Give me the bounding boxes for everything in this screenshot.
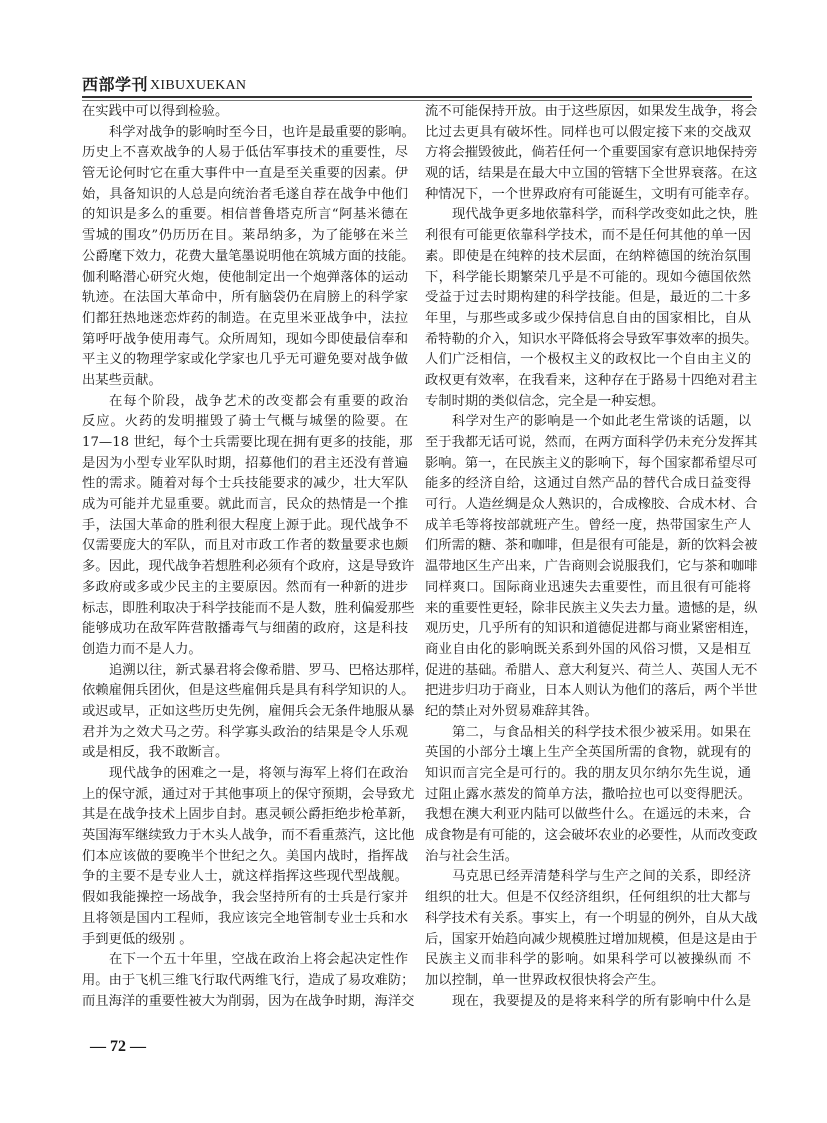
text-line: 们本应该做的要晚半个世纪之久。美国内战时，指挥战	[82, 848, 408, 864]
journal-title-en: XIBUXUEKAN	[150, 78, 247, 93]
text-line: 民族主义而非科学的影响。如果科学可以被操纵而 不	[425, 952, 751, 968]
text-line: 或迟或早，正如这些历史先例，雇佣兵会无条件地服从暴	[82, 703, 415, 719]
text-line: 们都狂热地迷恋炸药的制造。在克里米亚战争中，法拉	[82, 310, 408, 326]
left-text-column	[82, 102, 429, 1012]
text-line: 比过去更具有破坏性。同样也可以假定接下来的交战双	[425, 124, 751, 140]
text-line: 知识而言完全是可行的。我的朋友贝尔纳尔先生说，通	[425, 766, 751, 781]
text-line: 至于我都无话可说，然而，在两方面科学仍未充分发挥其	[425, 435, 758, 450]
text-line: 人们广泛相信，一个极权主义的政权比一个自由主义的	[425, 352, 751, 368]
text-line: 是因为小型专业军队时期，招募他们的君主还没有普遍	[82, 455, 408, 471]
text-line: 依赖雇佣兵团伙，但是这些雇佣兵是具有科学知识的人。	[82, 683, 415, 699]
text-line: 受益于过去时期构建的科学技能。但是，最近的二十多	[425, 290, 751, 306]
text-line: 现代战争的困难之一是，将领与海军上将们在政治	[109, 766, 408, 781]
text-line: 争的主要不是专业人士，就这样指挥这些现代型战舰。	[82, 869, 408, 885]
text-line: 政权更有效率，在我看来，这种存在于路易十四绝对君主	[425, 372, 758, 388]
text-line: 在每个阶段，战争艺术的改变都会有重要的政治	[109, 393, 408, 409]
text-line: 创造力而不是人力。	[82, 641, 202, 657]
text-line: 第呼吁战争使用毒气。众所周知，现如今即使最信奉和	[82, 331, 408, 347]
text-line: 成羊毛等将按部就班产生。曾经一度，热带国家生产人	[425, 517, 751, 533]
header-rule-thin	[82, 100, 752, 101]
text-line: 第二，与食品相关的科学技术很少被采用。如果在	[452, 724, 751, 740]
text-line: 加以控制，单一世界政权很快将会产生。	[425, 972, 665, 988]
text-line: 现在，我要提及的是将来科学的所有影响中什么是	[452, 993, 751, 1009]
text-line: 纪的禁止对外贸易难辞其咎。	[425, 703, 598, 719]
text-line: 影响。第一，在民族主义的影响下，每个国家都希望尽可	[425, 455, 758, 471]
journal-title-cn: 西部学刊	[82, 75, 149, 94]
text-line: 成为可能并尤显重要。就此而言，民众的热情是一个推	[82, 497, 408, 513]
text-line: 方将会摧毁彼此，倘若任何一个重要国家有意识地保持旁	[425, 145, 758, 161]
text-line: 现代战争更多地依靠科学，而科学改变如此之快，胜	[452, 207, 758, 223]
text-line: 其是在战争技术上固步自封。惠灵顿公爵拒绝步枪革新，	[82, 807, 415, 823]
text-line: 反应。火药的发明摧毁了骑士气概与城堡的险要。在	[82, 414, 408, 430]
text-line: 年里，与那些或多或少保持信息自由的国家相比，自从	[425, 310, 751, 326]
text-line: 可行。人造丝绸是众人熟识的，合成橡胶、合成木材、合	[425, 497, 758, 513]
text-line: 平主义的物理学家或化学家也几乎无可避免要对战争做	[82, 352, 408, 368]
text-line: 过阻止露水蒸发的简单方法，撒哈拉也可以变得肥沃。	[425, 786, 751, 802]
text-line: 英国的小部分土壤上生产全英国所需的食物，就现有的	[425, 745, 751, 761]
text-line: 同样爽口。国际商业迅速失去重要性，而且很有可能将	[425, 579, 751, 595]
text-line: 观历史，几乎所有的知识和道德促进都与商业紧密相连，	[425, 621, 758, 637]
text-line: 性的需求。随着对每个士兵技能要求的减少，壮大军队	[82, 476, 408, 492]
text-line: 多政府或多或少民主的主要原因。然而有一种新的进步	[82, 579, 408, 595]
text-line: 科学对生产的影响是一个如此老生常谈的话题，以	[452, 414, 751, 430]
text-line: 下，科学能长期繁荣几乎是不可能的。现如今德国依然	[425, 269, 751, 285]
text-line: 标志，即胜利取决于科学技能而不是人数，胜利偏爱那些	[82, 600, 415, 616]
text-line: 我想在澳大利亚内陆可以做些什么。在遥远的未来，合	[425, 807, 751, 823]
text-line: 科学技术有关系。事实上，有一个明显的例外，自从大战	[425, 910, 758, 926]
text-line: 科学对战争的影响时至今日，也许是最重要的影响。	[109, 124, 415, 140]
text-line: 利很有可能更依靠科学技术，而不是任何其他的单一因	[425, 228, 751, 244]
text-line: 商业自由化的影响既关系到外国的风俗习惯，又是相互	[425, 641, 751, 657]
text-line: 专制时期的类似信念，完全是一种妄想。	[425, 393, 665, 409]
text-line: 管无论何时它在重大事件中一直是至关重要的因素。伊	[82, 166, 408, 182]
text-line: 治与社会生活。	[425, 848, 519, 864]
text-line: 英国海军继续致力于木头人战争，而不看重蒸汽，这比他	[82, 828, 415, 844]
text-line: 后，国家开始趋向减少规模胜过增加规模，但是这是由于	[425, 931, 758, 947]
text-line: 上的保守派，通过对于其他事项上的保守预期，会导致尤	[82, 786, 415, 802]
text-line: 的知识是多么的重要。相信普鲁塔克所言“阿基米德在	[82, 207, 408, 223]
text-line: 17—18 世纪，每个士兵需要比现在拥有更多的技能，那	[82, 435, 413, 450]
text-line: 多。因此，现代战争若想胜利必须有个政府，这是导致许	[82, 559, 415, 575]
text-line: 在实践中可以得到检验。	[82, 104, 229, 119]
text-line: 雪城的围攻”仍历历在目。莱昂纳多，为了能够在米兰	[82, 228, 408, 244]
text-line: 促进的基础。希腊人、意大利复兴、荷兰人、英国人无不	[425, 662, 758, 678]
page-number: — 72 —	[90, 1038, 146, 1055]
text-line: 手，法国大革命的胜利很大程度上源于此。现代战争不	[82, 517, 408, 533]
header-rule	[82, 96, 752, 98]
text-line: 在下一个五十年里，空战在政治上将会起决定性作	[109, 952, 408, 968]
text-line: 假如我能操控一场战争，我会坚持所有的士兵是行家并	[82, 890, 408, 906]
text-line: 种情况下，一个世界政府有可能诞生，文明有可能幸存。	[425, 186, 758, 202]
running-header	[82, 75, 752, 95]
text-line: 能多的经济自给，这通过自然产品的替代合成日益变得	[425, 476, 751, 492]
text-line: 追溯以往，新式暴君将会像希腊、罗马、巴格达那样，	[109, 662, 429, 678]
text-line: 观的话，结果是在最大中立国的管辖下全世界衰落。在这	[425, 166, 758, 182]
text-line: 轨迹。在法国大革命中，所有脑袋仍在肩膀上的科学家	[82, 290, 408, 306]
text-line: 来的重要性更轻，除非民族主义失去力量。遗憾的是，纵	[425, 600, 758, 616]
text-line: 公爵麾下效力，花费大量笔墨说明他在筑城方面的技能。	[82, 248, 415, 264]
text-line: 希特勒的介入，知识水平降低将会导致军事效率的损失。	[425, 331, 758, 347]
text-line: 伽利略潜心研究火炮，使他制定出一个炮弹落体的运动	[82, 269, 408, 285]
text-line: 成食物是有可能的，这会破坏农业的必要性，从而改变政	[425, 828, 758, 844]
text-line: 素。即使是在纯粹的技术层面，在纳粹德国的统治氛围	[425, 248, 751, 264]
text-line: 能够成功在敌军阵营散播毒气与细菌的政府，这是科技	[82, 621, 408, 637]
text-line: 而且海洋的重要性被大为削弱，因为在战争时期，海洋交	[82, 993, 415, 1009]
text-line: 或是相反，我不敢断言。	[82, 745, 229, 761]
right-text-column	[425, 102, 758, 1012]
text-line: 们所需的糖、茶和咖啡，但是很有可能是，新的饮料会被	[425, 538, 758, 554]
text-line: 历史上不喜欢战争的人易于低估军事技术的重要性，尽	[82, 145, 408, 161]
text-line: 流不可能保持开放。由于这些原因，如果发生战争，将会	[425, 104, 758, 119]
text-line: 始，具备知识的人总是向统治者毛遂自荐在战争中他们	[82, 186, 408, 202]
text-line: 把进步归功于商业，日本人则认为他们的落后，两个半世	[425, 683, 758, 699]
text-line: 马克思已经弄清楚科学与生产之间的关系，即经济	[452, 869, 751, 885]
text-line: 且将领是国内工程师，我应该完全地管制专业士兵和水	[82, 910, 408, 926]
text-line: 用。由于飞机三维飞行取代两维飞行，造成了易攻难防；	[82, 972, 415, 988]
text-line: 君并为之效犬马之劳。科学寡头政治的结果是令人乐观	[82, 724, 408, 740]
text-line: 温带地区生产出来，广告商则会说服我们，它与茶和咖啡	[425, 559, 758, 575]
text-line: 出某些贡献。	[82, 372, 162, 388]
text-line: 仅需要庞大的军队，而且对市政工作者的数量要求也颇	[82, 538, 408, 554]
text-line: 组织的壮大。但是不仅经济组织，任何组织的壮大都与	[425, 890, 751, 906]
text-line: 手到更低的级别 。	[82, 931, 193, 947]
